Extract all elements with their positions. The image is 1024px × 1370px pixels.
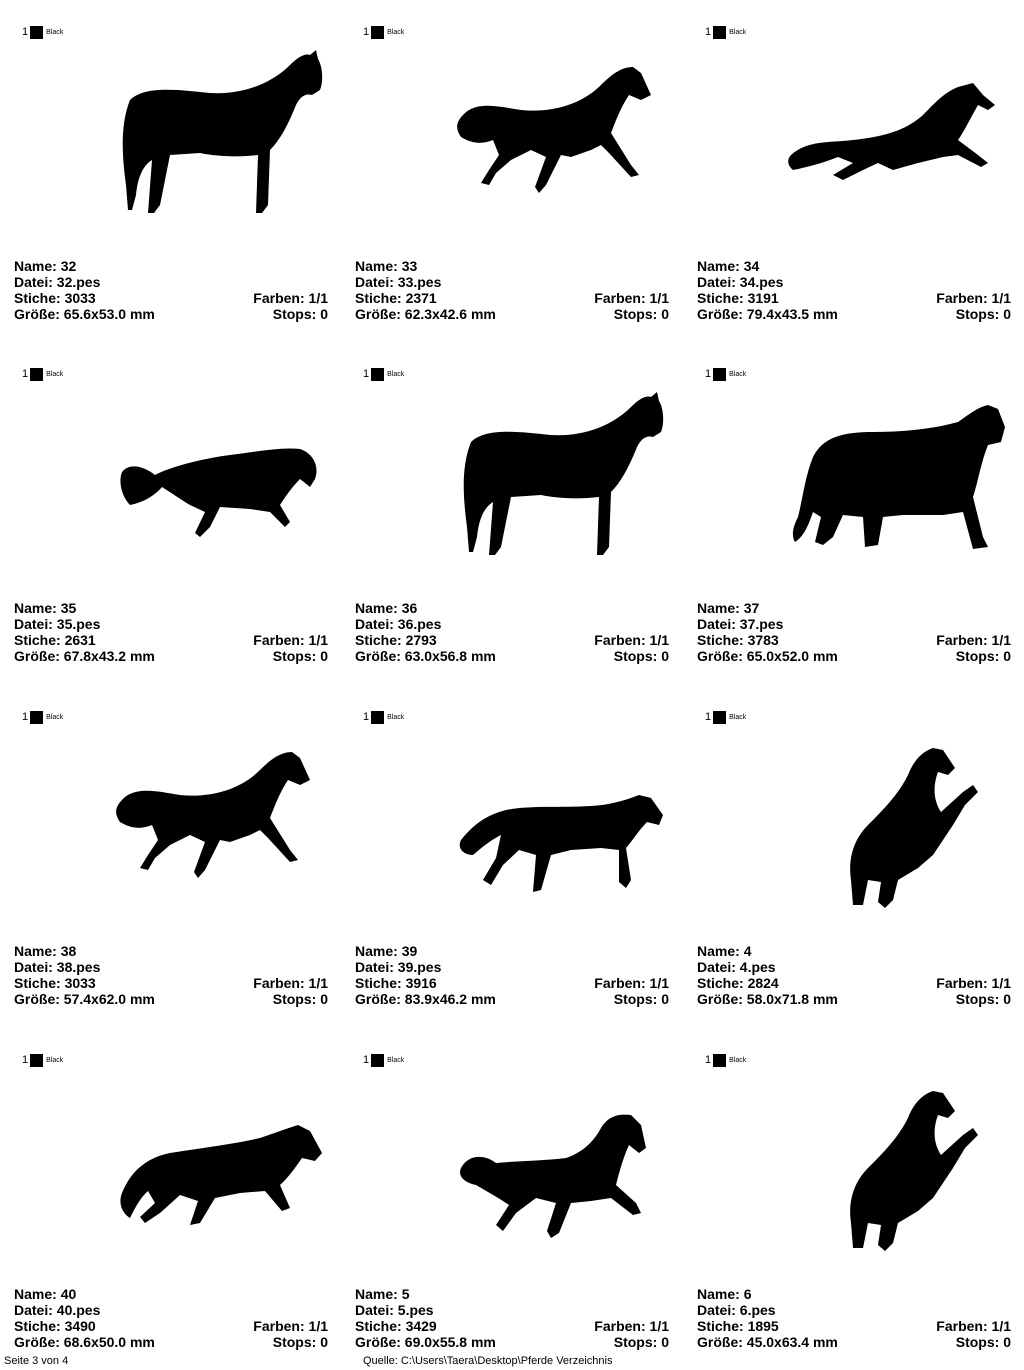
file-field: Datei: 34.pes	[697, 274, 784, 290]
size-field: Größe: 65.6x53.0 mm	[14, 306, 155, 322]
color-swatch	[363, 24, 404, 40]
swatch-color-name: Black	[729, 713, 747, 721]
colors-field: Farben: 1/1	[936, 975, 1011, 991]
name-field: Name: 4	[697, 943, 752, 959]
swatch-color-name: Black	[46, 28, 64, 36]
size-field: Größe: 65.0x52.0 mm	[697, 648, 838, 664]
name-field: Name: 32	[14, 258, 77, 274]
file-field: Datei: 40.pes	[14, 1302, 101, 1318]
stitches-field: Stiche: 3429	[355, 1318, 437, 1334]
design-info	[14, 600, 328, 664]
swatch-index: 1	[705, 711, 712, 723]
colors-field: Farben: 1/1	[594, 1318, 669, 1334]
swatch-color-box	[371, 368, 384, 381]
file-field: Datei: 37.pes	[697, 616, 784, 632]
stitches-field: Stiche: 1895	[697, 1318, 779, 1334]
color-swatch	[705, 709, 746, 725]
design-card	[0, 1028, 341, 1370]
design-card	[341, 342, 682, 684]
stops-field: Stops: 0	[613, 1334, 669, 1350]
stitches-field: Stiche: 2824	[697, 975, 779, 991]
file-field: Datei: 36.pes	[355, 616, 442, 632]
swatch-color-box	[30, 368, 43, 381]
swatch-index: 1	[22, 26, 29, 38]
size-field: Größe: 83.9x46.2 mm	[355, 991, 496, 1007]
swatch-color-name: Black	[46, 1056, 64, 1064]
stops-field: Stops: 0	[272, 306, 328, 322]
design-card	[683, 0, 1024, 342]
colors-field: Farben: 1/1	[594, 975, 669, 991]
horse-trotting-icon	[100, 730, 332, 930]
name-field: Name: 6	[697, 1286, 752, 1302]
color-swatch	[705, 366, 746, 382]
file-field: Datei: 39.pes	[355, 959, 442, 975]
swatch-color-name: Black	[46, 713, 64, 721]
file-field: Datei: 35.pes	[14, 616, 101, 632]
color-swatch	[22, 709, 63, 725]
swatch-index: 1	[363, 26, 370, 38]
stops-field: Stops: 0	[272, 1334, 328, 1350]
design-info	[697, 600, 1011, 664]
color-swatch	[22, 1052, 63, 1068]
colors-field: Farben: 1/1	[594, 632, 669, 648]
swatch-color-box	[30, 26, 43, 39]
size-field: Größe: 45.0x63.4 mm	[697, 1334, 838, 1350]
stitches-field: Stiche: 3783	[697, 632, 779, 648]
design-info	[355, 258, 669, 322]
stops-field: Stops: 0	[613, 648, 669, 664]
stitches-field: Stiche: 3490	[14, 1318, 96, 1334]
swatch-color-name: Black	[387, 1056, 405, 1064]
stops-field: Stops: 0	[613, 991, 669, 1007]
size-field: Größe: 57.4x62.0 mm	[14, 991, 155, 1007]
name-field: Name: 36	[355, 600, 418, 616]
horse-prancing-icon	[441, 1073, 673, 1273]
design-info	[14, 1286, 328, 1350]
swatch-color-box	[713, 368, 726, 381]
name-field: Name: 39	[355, 943, 418, 959]
name-field: Name: 5	[355, 1286, 410, 1302]
file-field: Datei: 33.pes	[355, 274, 442, 290]
design-card	[683, 685, 1024, 1027]
stitches-field: Stiche: 2793	[355, 632, 437, 648]
design-card	[0, 0, 341, 342]
design-card	[0, 685, 341, 1027]
horse-standing-icon	[100, 45, 332, 245]
file-field: Datei: 38.pes	[14, 959, 101, 975]
swatch-color-name: Black	[729, 28, 747, 36]
design-card	[341, 0, 682, 342]
source-path: Quelle: C:\Users\Taera\Desktop\Pferde Verzeichnis	[363, 1355, 613, 1367]
color-swatch	[363, 709, 404, 725]
horse-bucking-icon	[100, 387, 332, 587]
swatch-index: 1	[363, 368, 370, 380]
stitches-field: Stiche: 2371	[355, 290, 437, 306]
swatch-color-box	[30, 1054, 43, 1067]
file-field: Datei: 6.pes	[697, 1302, 776, 1318]
horse-walking-icon	[441, 730, 673, 930]
design-card	[341, 1028, 682, 1370]
swatch-color-name: Black	[729, 370, 747, 378]
design-info	[697, 258, 1011, 322]
horse-trotting-icon	[441, 45, 673, 245]
swatch-color-name: Black	[387, 28, 405, 36]
file-field: Datei: 5.pes	[355, 1302, 434, 1318]
size-field: Größe: 68.6x50.0 mm	[14, 1334, 155, 1350]
size-field: Größe: 67.8x43.2 mm	[14, 648, 155, 664]
horse-rearing-icon	[783, 1073, 1015, 1273]
design-info	[697, 943, 1011, 1007]
name-field: Name: 37	[697, 600, 760, 616]
design-card	[683, 1028, 1024, 1370]
name-field: Name: 40	[14, 1286, 77, 1302]
color-swatch	[705, 24, 746, 40]
swatch-color-name: Black	[46, 370, 64, 378]
swatch-color-box	[371, 711, 384, 724]
size-field: Größe: 58.0x71.8 mm	[697, 991, 838, 1007]
swatch-color-name: Black	[387, 370, 405, 378]
design-card	[0, 342, 341, 684]
swatch-index: 1	[363, 1054, 370, 1066]
colors-field: Farben: 1/1	[253, 632, 328, 648]
swatch-index: 1	[22, 711, 29, 723]
horse-cantering-icon	[100, 1073, 332, 1273]
swatch-color-box	[713, 711, 726, 724]
file-field: Datei: 32.pes	[14, 274, 101, 290]
swatch-color-box	[713, 26, 726, 39]
stops-field: Stops: 0	[613, 306, 669, 322]
stops-field: Stops: 0	[272, 648, 328, 664]
color-swatch	[363, 1052, 404, 1068]
swatch-index: 1	[705, 26, 712, 38]
color-swatch	[22, 24, 63, 40]
colors-field: Farben: 1/1	[253, 1318, 328, 1334]
color-swatch	[22, 366, 63, 382]
stitches-field: Stiche: 3916	[355, 975, 437, 991]
swatch-index: 1	[22, 1054, 29, 1066]
design-card	[341, 685, 682, 1027]
color-swatch	[705, 1052, 746, 1068]
swatch-color-box	[371, 1054, 384, 1067]
stops-field: Stops: 0	[955, 991, 1011, 1007]
design-info	[697, 1286, 1011, 1350]
size-field: Größe: 79.4x43.5 mm	[697, 306, 838, 322]
stitches-field: Stiche: 2631	[14, 632, 96, 648]
swatch-index: 1	[22, 368, 29, 380]
horse-galloping-icon	[783, 45, 1015, 245]
design-card	[683, 342, 1024, 684]
swatch-color-box	[713, 1054, 726, 1067]
colors-field: Farben: 1/1	[936, 1318, 1011, 1334]
colors-field: Farben: 1/1	[253, 975, 328, 991]
swatch-color-box	[30, 711, 43, 724]
name-field: Name: 33	[355, 258, 418, 274]
colors-field: Farben: 1/1	[594, 290, 669, 306]
stitches-field: Stiche: 3033	[14, 290, 96, 306]
stops-field: Stops: 0	[955, 648, 1011, 664]
colors-field: Farben: 1/1	[253, 290, 328, 306]
file-field: Datei: 4.pes	[697, 959, 776, 975]
colors-field: Farben: 1/1	[936, 632, 1011, 648]
stops-field: Stops: 0	[272, 991, 328, 1007]
size-field: Größe: 63.0x56.8 mm	[355, 648, 496, 664]
design-info	[355, 1286, 669, 1350]
name-field: Name: 35	[14, 600, 77, 616]
swatch-color-name: Black	[729, 1056, 747, 1064]
colors-field: Farben: 1/1	[936, 290, 1011, 306]
name-field: Name: 38	[14, 943, 77, 959]
color-swatch	[363, 366, 404, 382]
swatch-index: 1	[363, 711, 370, 723]
swatch-index: 1	[705, 368, 712, 380]
size-field: Größe: 62.3x42.6 mm	[355, 306, 496, 322]
horse-draft-icon	[783, 387, 1015, 587]
stops-field: Stops: 0	[955, 306, 1011, 322]
stitches-field: Stiche: 3033	[14, 975, 96, 991]
horse-rearing-icon	[783, 730, 1015, 930]
size-field: Größe: 69.0x55.8 mm	[355, 1334, 496, 1350]
swatch-color-name: Black	[387, 713, 405, 721]
design-info	[14, 943, 328, 1007]
design-info	[14, 258, 328, 322]
stitches-field: Stiche: 3191	[697, 290, 779, 306]
name-field: Name: 34	[697, 258, 760, 274]
design-info	[355, 943, 669, 1007]
horse-standing-icon	[441, 387, 673, 587]
stops-field: Stops: 0	[955, 1334, 1011, 1350]
design-info	[355, 600, 669, 664]
swatch-color-box	[371, 26, 384, 39]
page-number: Seite 3 von 4	[4, 1355, 69, 1367]
swatch-index: 1	[705, 1054, 712, 1066]
